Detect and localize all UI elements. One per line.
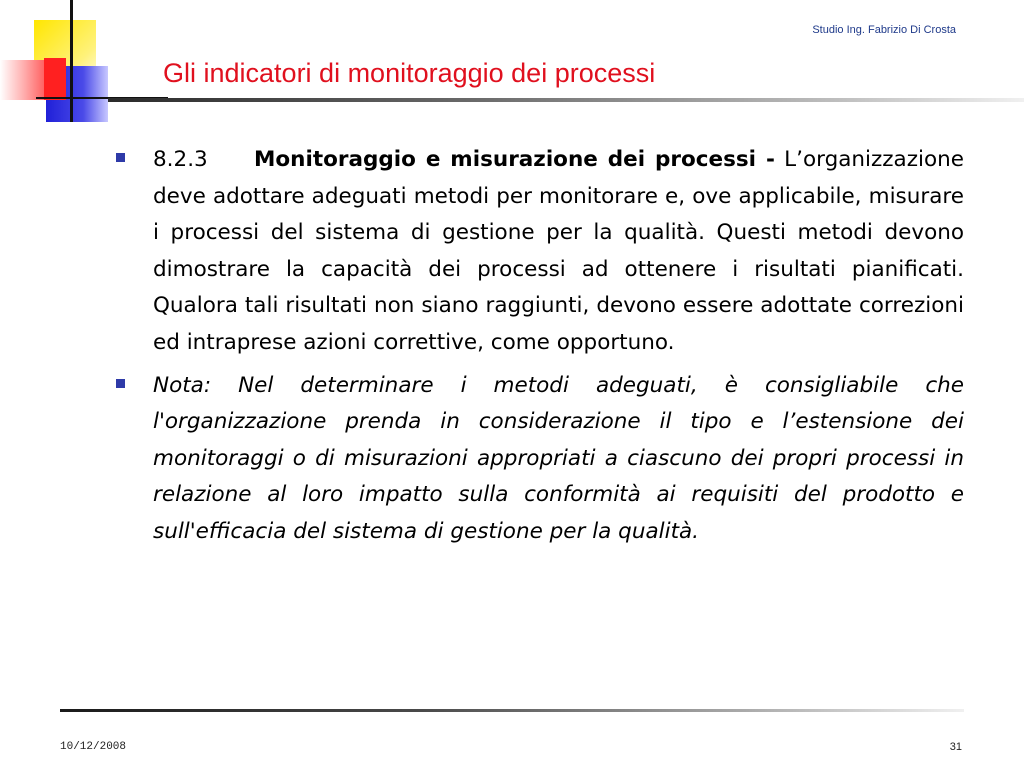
clause-number: 8.2.3 <box>153 147 208 172</box>
square-bullet-icon <box>116 153 125 162</box>
logo-vertical-line <box>70 0 73 122</box>
note-text: Nota: Nel determinare i metodi adeguati, è consigliabile che l'organizzazione prenda in considerazione il tipo e l’estensione dei monitoraggi o di misurazioni appropriati a ciascuno dei propri processi in relazione al loro impatto sulla conformità ai requisiti del prodotto e sull'efficacia del sistema di gestione per la qualità. <box>153 372 964 544</box>
square-bullet-icon <box>116 379 125 388</box>
page-number: 31 <box>949 741 962 753</box>
logo-red-square <box>44 58 66 100</box>
bullet-text <box>153 142 964 362</box>
clause-heading: Monitoraggio e misurazione dei processi - <box>254 147 775 172</box>
bullet-item <box>116 368 964 551</box>
title-underline <box>108 98 1024 102</box>
slide-content <box>116 142 964 557</box>
bullet-item <box>116 142 964 362</box>
footer-date: 10/12/2008 <box>60 741 127 753</box>
clause-body: L’organizzazione deve adottare adeguati metodi per monitorare e, ove applicabile, misurare i processi del sistema di gestione per la qualità. Questi metodi devono dimostrare la capacità dei processi ad ottenere i risultati pianificati. Qualora tali risultati non siano raggiunti, devono essere adottate correzioni ed intraprese azioni correttive, come opportuno. <box>153 147 965 355</box>
company-name: Studio Ing. Fabrizio Di Crosta <box>812 24 956 36</box>
footer-divider <box>60 709 964 712</box>
slide-title: Gli indicatori di monitoraggio dei processi <box>163 58 656 88</box>
